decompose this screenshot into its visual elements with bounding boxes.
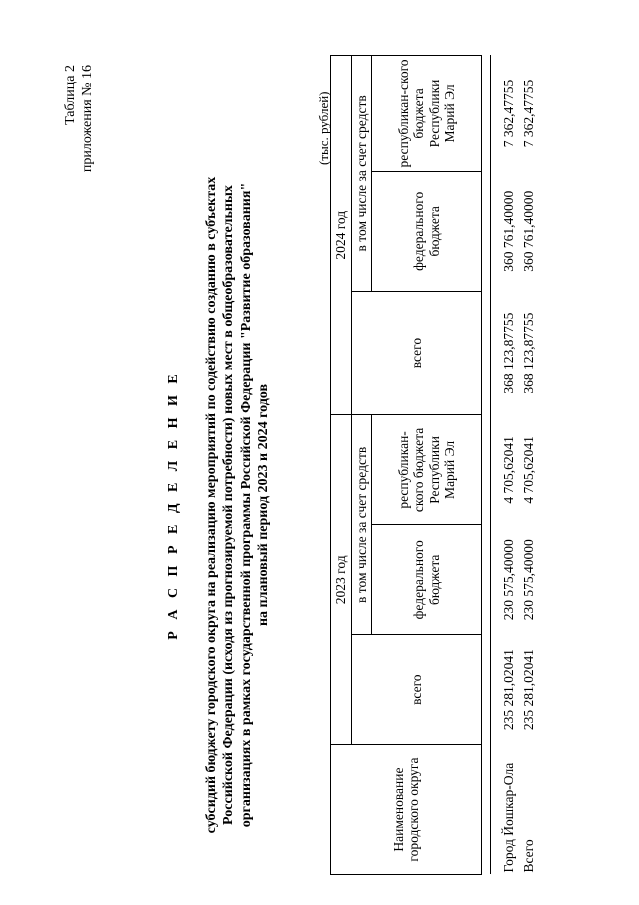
cell-federal-2024: 360 761,40000	[520, 190, 536, 272]
cell-federal-2023: 230 575,40000	[520, 539, 536, 621]
header-year-2023: 2023 год	[331, 415, 352, 745]
title-line-4: на плановый период 2023 и 2024 годов	[256, 383, 271, 627]
title-heading: Р А С П Р Е Д Е Л Е Н И Е	[166, 370, 181, 640]
unit-label: (тыс. рублей)	[316, 91, 331, 165]
cell-federal-2024: 360 761,40000	[501, 190, 516, 272]
row-name: Всего	[520, 839, 536, 873]
header-total-2024: всего	[351, 291, 482, 415]
header-row-years	[331, 56, 352, 875]
header-including-2023: в том числе за счет средств	[351, 415, 372, 635]
document-title	[165, 145, 273, 865]
table-row	[491, 56, 519, 875]
cell-total-2023: 235 281,02041	[520, 649, 536, 731]
header-including-2024: в том числе за счет средств	[351, 56, 372, 292]
cell-total-2024: 368 123,87755	[501, 312, 516, 394]
header-federal-2023: федерального бюджета	[372, 525, 482, 635]
appendix-reference: приложения № 16	[80, 65, 95, 173]
table-row-total	[519, 56, 539, 875]
cell-total-2024: 368 123,87755	[520, 312, 536, 394]
table-annotation	[62, 65, 96, 185]
header-total-2023: всего	[351, 635, 482, 745]
cell-republic-2024: 7 362,47755	[501, 79, 516, 148]
header-federal-2024: федерального бюджета	[372, 171, 482, 291]
title-line-3: организациях в рамках государственной программы Российской Федерации "Развитие образования"	[238, 182, 254, 828]
cell-total-2023: 235 281,02041	[501, 649, 516, 731]
distribution-table	[330, 55, 538, 875]
title-line-1: субсидий бюджету городского округа на реализацию мероприятий по содействию созданию в субъектах	[203, 176, 219, 834]
header-year-2024: 2024 год	[331, 56, 352, 415]
header-republic-2023: республикан-ского бюджета Республики Марий Эл	[372, 415, 482, 525]
cell-republic-2023: 4 705,62041	[501, 436, 516, 504]
cell-republic-2024: 7 362,47755	[520, 79, 536, 148]
cell-federal-2023: 230 575,40000	[501, 539, 516, 621]
title-line-2: Российской Федерации (исходя из прогнозируемой потребности) новых мест в общеобразовательных	[221, 185, 236, 825]
row-name: Город Йошкар-Ола	[501, 762, 516, 873]
cell-republic-2023: 4 705,62041	[520, 436, 536, 504]
header-republic-2024: республикан-ского бюджета Республики Марий Эл	[372, 56, 482, 172]
table-number: Таблица 2	[63, 65, 78, 125]
header-separator	[482, 56, 491, 875]
header-name: Наименование городского округа	[331, 745, 482, 875]
